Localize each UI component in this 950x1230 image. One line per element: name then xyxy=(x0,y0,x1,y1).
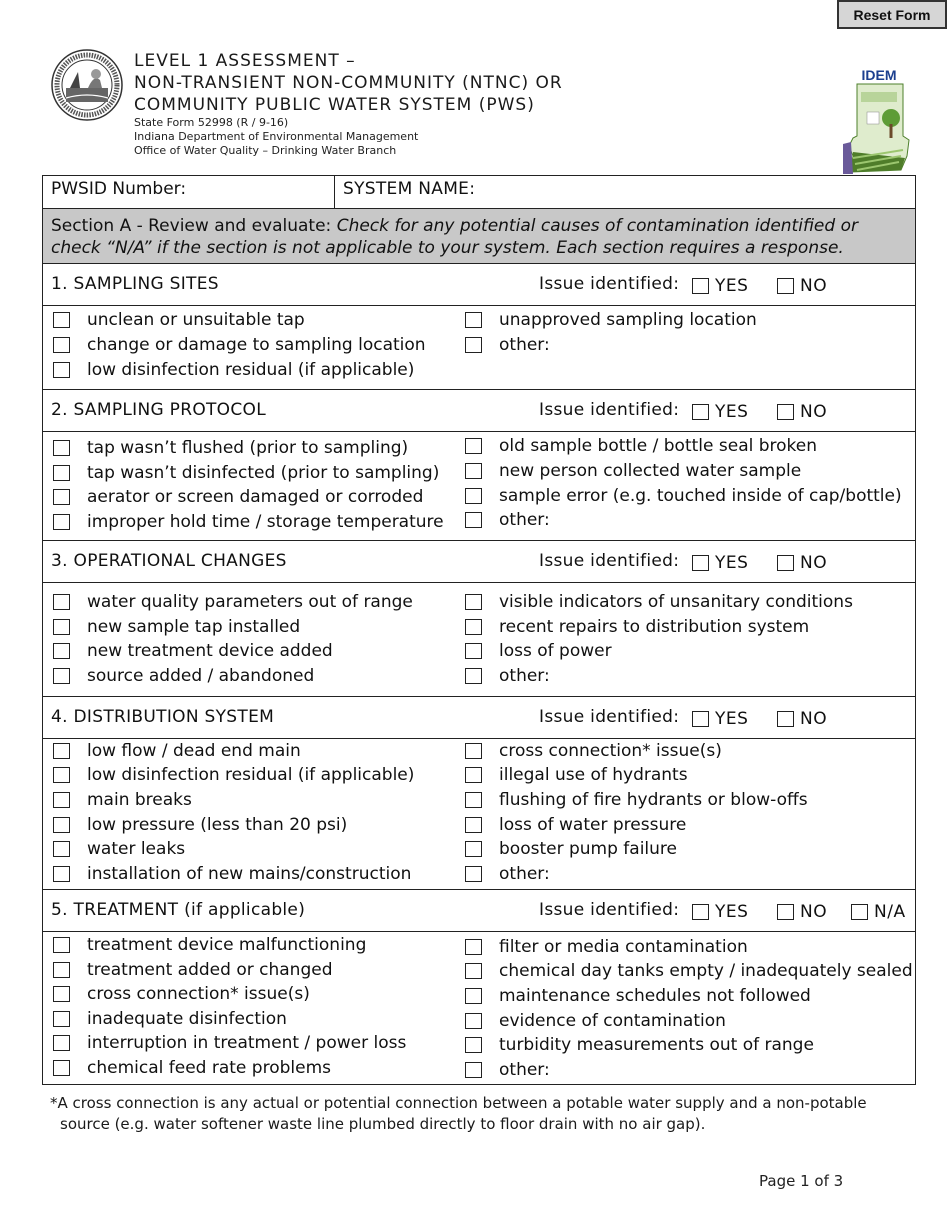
checklist-item[interactable] xyxy=(53,438,408,458)
checkbox[interactable] xyxy=(465,841,482,857)
idem-logo-text: IDEM xyxy=(861,67,897,83)
no-label: NO xyxy=(800,553,828,573)
checklist-item-other[interactable] xyxy=(465,864,550,884)
section-title: 3. OPERATIONAL CHANGES xyxy=(51,551,287,571)
checkbox[interactable] xyxy=(53,668,70,684)
checkbox[interactable] xyxy=(53,489,70,505)
checklist-item[interactable] xyxy=(53,641,333,661)
checkbox[interactable] xyxy=(53,643,70,659)
pwsid-label: PWSID Number: xyxy=(51,179,187,199)
issue-identified-label: Issue identified: xyxy=(539,274,680,294)
yes-option[interactable] xyxy=(692,276,748,296)
item-label: water quality parameters out of range xyxy=(87,592,413,612)
section-body-treatment xyxy=(43,932,915,1084)
section-body-sampling-protocol xyxy=(43,432,915,541)
issue-identified-label: Issue identified: xyxy=(539,900,680,920)
item-label: evidence of contamination xyxy=(499,1011,726,1031)
section-a-instructions xyxy=(43,209,915,264)
checklist-item[interactable] xyxy=(53,310,305,330)
checkbox[interactable] xyxy=(53,986,70,1002)
no-checkbox[interactable] xyxy=(777,404,794,420)
no-checkbox[interactable] xyxy=(777,555,794,571)
checkbox[interactable] xyxy=(53,362,70,378)
item-label: low disinfection residual (if applicable) xyxy=(87,360,415,380)
checklist-item[interactable] xyxy=(465,310,757,330)
checklist-item[interactable] xyxy=(465,961,913,981)
section-title: 2. SAMPLING PROTOCOL xyxy=(51,400,266,420)
item-label: cross connection* issue(s) xyxy=(499,741,722,761)
checklist-item[interactable] xyxy=(465,617,809,637)
checklist-item[interactable] xyxy=(465,592,853,612)
checkbox[interactable] xyxy=(465,743,482,759)
checklist-item[interactable] xyxy=(465,1011,726,1031)
item-label: source added / abandoned xyxy=(87,666,315,686)
item-label: low disinfection residual (if applicable) xyxy=(87,765,415,785)
item-label: new treatment device added xyxy=(87,641,333,661)
checklist-item[interactable] xyxy=(53,617,300,637)
checklist-item[interactable] xyxy=(53,1058,331,1078)
no-option[interactable] xyxy=(777,553,827,573)
checklist-item-other[interactable] xyxy=(465,335,550,355)
item-label: water leaks xyxy=(87,839,186,859)
no-checkbox[interactable] xyxy=(777,711,794,727)
checkbox[interactable] xyxy=(465,512,482,528)
checkbox[interactable] xyxy=(53,594,70,610)
item-label: loss of power xyxy=(499,641,612,661)
item-label: change or damage to sampling location xyxy=(87,335,426,355)
assessment-form xyxy=(42,175,916,1085)
page-number: Page 1 of 3 xyxy=(759,1172,844,1190)
department-name: Indiana Department of Environmental Management xyxy=(134,130,419,143)
item-label: other: xyxy=(499,510,550,530)
yes-checkbox[interactable] xyxy=(692,404,709,420)
no-checkbox[interactable] xyxy=(777,278,794,294)
item-label: other: xyxy=(499,666,550,686)
form-title-line-3: COMMUNITY PUBLIC WATER SYSTEM (PWS) xyxy=(134,95,535,115)
checkbox[interactable] xyxy=(465,866,482,882)
item-label: visible indicators of unsanitary conditions xyxy=(499,592,853,612)
item-label: cross connection* issue(s) xyxy=(87,984,310,1004)
checkbox[interactable] xyxy=(53,817,70,833)
checklist-item-other[interactable] xyxy=(465,1060,550,1080)
checklist-item-other[interactable] xyxy=(465,666,550,686)
checklist-item[interactable] xyxy=(465,436,817,456)
na-label: N/A xyxy=(874,902,906,922)
checklist-item[interactable] xyxy=(53,592,413,612)
yes-checkbox[interactable] xyxy=(692,278,709,294)
checkbox[interactable] xyxy=(53,841,70,857)
checkbox[interactable] xyxy=(465,939,482,955)
no-label: NO xyxy=(800,902,828,922)
item-label: other: xyxy=(499,335,550,355)
checklist-item[interactable] xyxy=(53,741,301,761)
checkbox[interactable] xyxy=(53,937,70,953)
na-checkbox[interactable] xyxy=(851,904,868,920)
checklist-item[interactable] xyxy=(465,1035,814,1055)
checklist-item[interactable] xyxy=(53,512,444,532)
checklist-item[interactable] xyxy=(53,815,347,835)
checklist-item[interactable] xyxy=(465,641,612,661)
section-header-sampling-sites xyxy=(43,264,915,306)
item-label: maintenance schedules not followed xyxy=(499,986,811,1006)
checklist-item[interactable] xyxy=(465,937,748,957)
item-label: unapproved sampling location xyxy=(499,310,757,330)
section-header-distribution-system xyxy=(43,697,915,739)
checkbox[interactable] xyxy=(465,594,482,610)
item-label: illegal use of hydrants xyxy=(499,765,688,785)
item-label: installation of new mains/construction xyxy=(87,864,412,884)
item-label: loss of water pressure xyxy=(499,815,687,835)
checklist-item-other[interactable] xyxy=(465,510,550,530)
item-label: filter or media contamination xyxy=(499,937,748,957)
item-label: flushing of fire hydrants or blow-offs xyxy=(499,790,808,810)
checkbox[interactable] xyxy=(53,866,70,882)
checkbox[interactable] xyxy=(465,1062,482,1078)
checkbox[interactable] xyxy=(465,619,482,635)
item-label: tap wasn’t disinfected (prior to sampling) xyxy=(87,463,440,483)
yes-checkbox[interactable] xyxy=(692,711,709,727)
footnote-line-1: *A cross connection is any actual or potential connection between a potable water supply and a non-potable xyxy=(50,1094,867,1112)
no-option[interactable] xyxy=(777,276,827,296)
item-label: sample error (e.g. touched inside of cap/bottle) xyxy=(499,486,902,506)
checklist-item[interactable] xyxy=(53,1009,287,1029)
section-body-sampling-sites xyxy=(43,306,915,390)
checklist-item[interactable] xyxy=(53,790,192,810)
item-label: new person collected water sample xyxy=(499,461,802,481)
checkbox[interactable] xyxy=(465,1013,482,1029)
checklist-item[interactable] xyxy=(53,463,439,483)
checklist-item[interactable] xyxy=(465,815,686,835)
section-header-operational-changes xyxy=(43,541,915,583)
section-body-operational-changes xyxy=(43,583,915,697)
item-label: treatment device malfunctioning xyxy=(87,935,367,955)
cross-connection-footnote xyxy=(50,1093,867,1135)
checklist-item[interactable] xyxy=(465,839,677,859)
checklist-item[interactable] xyxy=(53,864,411,884)
yes-option[interactable] xyxy=(692,402,748,422)
item-label: interruption in treatment / power loss xyxy=(87,1033,407,1053)
checkbox[interactable] xyxy=(53,1035,70,1051)
item-label: unclean or unsuitable tap xyxy=(87,310,305,330)
item-label: old sample bottle / bottle seal broken xyxy=(499,436,818,456)
checkbox[interactable] xyxy=(465,963,482,979)
yes-checkbox[interactable] xyxy=(692,904,709,920)
checklist-item[interactable] xyxy=(53,960,333,980)
no-label: NO xyxy=(800,276,828,296)
checklist-item[interactable] xyxy=(53,935,366,955)
checkbox[interactable] xyxy=(53,619,70,635)
form-title-line-1: LEVEL 1 ASSESSMENT – xyxy=(134,51,356,71)
item-label: tap wasn’t flushed (prior to sampling) xyxy=(87,438,409,458)
item-label: booster pump failure xyxy=(499,839,677,859)
section-title: 4. DISTRIBUTION SYSTEM xyxy=(51,707,275,727)
item-label: recent repairs to distribution system xyxy=(499,617,810,637)
checklist-item[interactable] xyxy=(465,765,688,785)
office-name: Office of Water Quality – Drinking Water Branch xyxy=(134,144,397,157)
yes-option[interactable] xyxy=(692,553,748,573)
pwsid-number-field[interactable] xyxy=(43,176,335,208)
checkbox[interactable] xyxy=(53,465,70,481)
checkbox[interactable] xyxy=(53,962,70,978)
no-option[interactable] xyxy=(777,402,827,422)
checklist-item[interactable] xyxy=(465,790,808,810)
checkbox[interactable] xyxy=(465,792,482,808)
section-a-instruction-text: Check for any potential causes of contamination identified or check “N/A” if the section is not applicable to your system. Each section requires a response. xyxy=(51,216,858,258)
section-title: 1. SAMPLING SITES xyxy=(51,274,219,294)
item-label: main breaks xyxy=(87,790,192,810)
issue-identified-label: Issue identified: xyxy=(539,551,680,571)
footnote-line-2: source (e.g. water softener waste line plumbed directly to floor drain with no air gap). xyxy=(60,1115,706,1133)
checklist-item[interactable] xyxy=(465,986,811,1006)
item-label: chemical day tanks empty / inadequately sealed xyxy=(499,961,913,981)
checkbox[interactable] xyxy=(465,438,482,454)
checkbox[interactable] xyxy=(53,440,70,456)
checkbox[interactable] xyxy=(465,463,482,479)
checklist-item[interactable] xyxy=(53,984,310,1004)
yes-label: YES xyxy=(715,902,749,922)
no-option[interactable] xyxy=(777,709,827,729)
checkbox[interactable] xyxy=(53,312,70,328)
item-label: low flow / dead end main xyxy=(87,741,301,761)
item-label: improper hold time / storage temperature xyxy=(87,512,444,532)
system-name-label: SYSTEM NAME: xyxy=(343,179,476,199)
checklist-item[interactable] xyxy=(53,487,423,507)
checkbox[interactable] xyxy=(465,643,482,659)
na-option[interactable] xyxy=(851,902,906,922)
checkbox[interactable] xyxy=(53,514,70,530)
header-title-block xyxy=(134,50,563,158)
item-label: new sample tap installed xyxy=(87,617,301,637)
checkbox[interactable] xyxy=(465,988,482,1004)
section-header-treatment xyxy=(43,890,915,932)
indiana-state-seal-icon xyxy=(50,48,124,122)
checklist-item[interactable] xyxy=(465,741,722,761)
section-title: 5. TREATMENT (if applicable) xyxy=(51,900,306,920)
checklist-item[interactable] xyxy=(53,335,426,355)
checkbox[interactable] xyxy=(53,337,70,353)
no-label: NO xyxy=(800,709,828,729)
checklist-item[interactable] xyxy=(465,486,902,506)
yes-label: YES xyxy=(715,553,749,573)
section-header-sampling-protocol xyxy=(43,390,915,432)
item-label: aerator or screen damaged or corroded xyxy=(87,487,424,507)
issue-identified-label: Issue identified: xyxy=(539,400,680,420)
form-number: State Form 52998 (R / 9-16) xyxy=(134,116,289,129)
checklist-item[interactable] xyxy=(53,1033,406,1053)
identification-row xyxy=(43,176,915,209)
checkbox[interactable] xyxy=(53,1060,70,1076)
no-checkbox[interactable] xyxy=(777,904,794,920)
system-name-field[interactable] xyxy=(335,176,915,208)
checkbox[interactable] xyxy=(465,312,482,328)
form-title-line-2: NON-TRANSIENT NON-COMMUNITY (NTNC) OR xyxy=(134,73,563,93)
checklist-item[interactable] xyxy=(53,765,414,785)
checkbox[interactable] xyxy=(53,1011,70,1027)
checkbox[interactable] xyxy=(465,1037,482,1053)
section-a-label: Section A - Review and evaluate: xyxy=(51,216,332,236)
checklist-item[interactable] xyxy=(53,360,414,380)
yes-checkbox[interactable] xyxy=(692,555,709,571)
checkbox[interactable] xyxy=(53,767,70,783)
checkbox[interactable] xyxy=(465,668,482,684)
idem-logo-icon xyxy=(843,66,915,174)
checklist-item[interactable] xyxy=(465,461,801,481)
no-label: NO xyxy=(800,402,828,422)
item-label: other: xyxy=(499,1060,550,1080)
yes-label: YES xyxy=(715,276,749,296)
item-label: treatment added or changed xyxy=(87,960,333,980)
yes-option[interactable] xyxy=(692,709,748,729)
section-body-distribution-system xyxy=(43,739,915,890)
yes-option[interactable] xyxy=(692,902,748,922)
checkbox[interactable] xyxy=(53,792,70,808)
checkbox[interactable] xyxy=(465,488,482,504)
yes-label: YES xyxy=(715,709,749,729)
item-label: chemical feed rate problems xyxy=(87,1058,331,1078)
issue-identified-label: Issue identified: xyxy=(539,707,680,727)
checklist-item[interactable] xyxy=(53,666,314,686)
item-label: turbidity measurements out of range xyxy=(499,1035,814,1055)
checkbox[interactable] xyxy=(465,337,482,353)
item-label: low pressure (less than 20 psi) xyxy=(87,815,348,835)
item-label: inadequate disinfection xyxy=(87,1009,287,1029)
no-option[interactable] xyxy=(777,902,827,922)
checkbox[interactable] xyxy=(53,743,70,759)
checklist-item[interactable] xyxy=(53,839,185,859)
reset-form-button[interactable]: Reset Form xyxy=(837,0,947,29)
checkbox[interactable] xyxy=(465,817,482,833)
item-label: other: xyxy=(499,864,550,884)
checkbox[interactable] xyxy=(465,767,482,783)
yes-label: YES xyxy=(715,402,749,422)
